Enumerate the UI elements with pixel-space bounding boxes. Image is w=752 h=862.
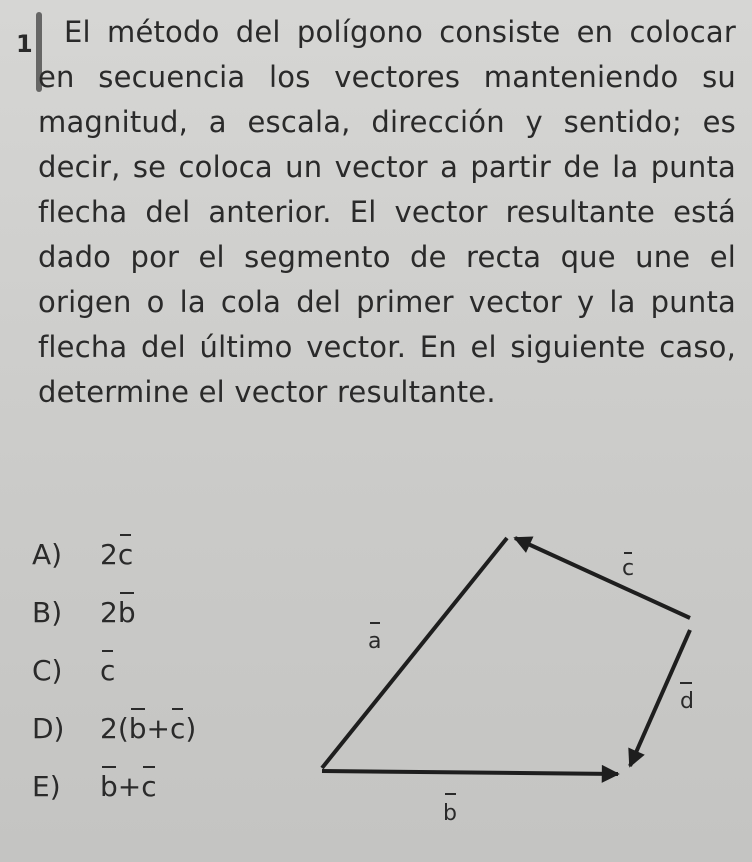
plus-sign: + — [146, 711, 170, 745]
label-c: c — [622, 556, 635, 581]
label-d: d — [680, 689, 694, 714]
vector-symbol: b — [128, 711, 147, 745]
vector-symbol: c — [117, 537, 134, 571]
vector-c-arrow — [515, 538, 690, 618]
option-letter: C) — [32, 653, 63, 687]
vector-symbol: c — [100, 653, 116, 687]
vector-a-line — [322, 538, 507, 768]
close-paren: ) — [185, 711, 197, 745]
option-letter: B) — [32, 595, 63, 629]
vector-b-arrow — [322, 771, 618, 774]
option-letter: D) — [32, 711, 65, 745]
vector-symbol: c — [141, 769, 157, 803]
vector-symbol: c — [170, 711, 186, 745]
option-coef: 2( — [100, 711, 129, 745]
vector-symbol: b — [100, 769, 118, 803]
label-b: b — [443, 801, 457, 826]
option-coef: 2 — [100, 537, 118, 571]
option-d[interactable] — [32, 699, 196, 757]
vector-symbol: b — [117, 595, 136, 629]
option-a[interactable] — [32, 525, 196, 583]
question-number: 1 — [16, 30, 33, 58]
vector-polygon-diagram — [300, 520, 730, 840]
answer-options — [32, 525, 196, 815]
option-letter: A) — [32, 537, 63, 571]
option-c[interactable] — [32, 641, 196, 699]
question-text — [38, 10, 736, 415]
label-a: a — [368, 629, 382, 654]
option-e[interactable] — [32, 757, 196, 815]
option-coef: 2 — [100, 595, 118, 629]
option-b[interactable] — [32, 583, 196, 641]
plus-sign: + — [117, 769, 142, 803]
question-body: El método del polígono consiste en colocar en secuencia los vectores manteniendo su magnitud, a escala, dirección y sentido; es decir, se coloca un vector a partir de la punta flecha del anterior. El vector resultante está dado por el segmento de recta que une el origen o la cola del primer vector y la punta flecha del último vector. En el siguiente caso, determine el vector resultante. — [38, 15, 736, 409]
option-letter: E) — [32, 769, 61, 803]
